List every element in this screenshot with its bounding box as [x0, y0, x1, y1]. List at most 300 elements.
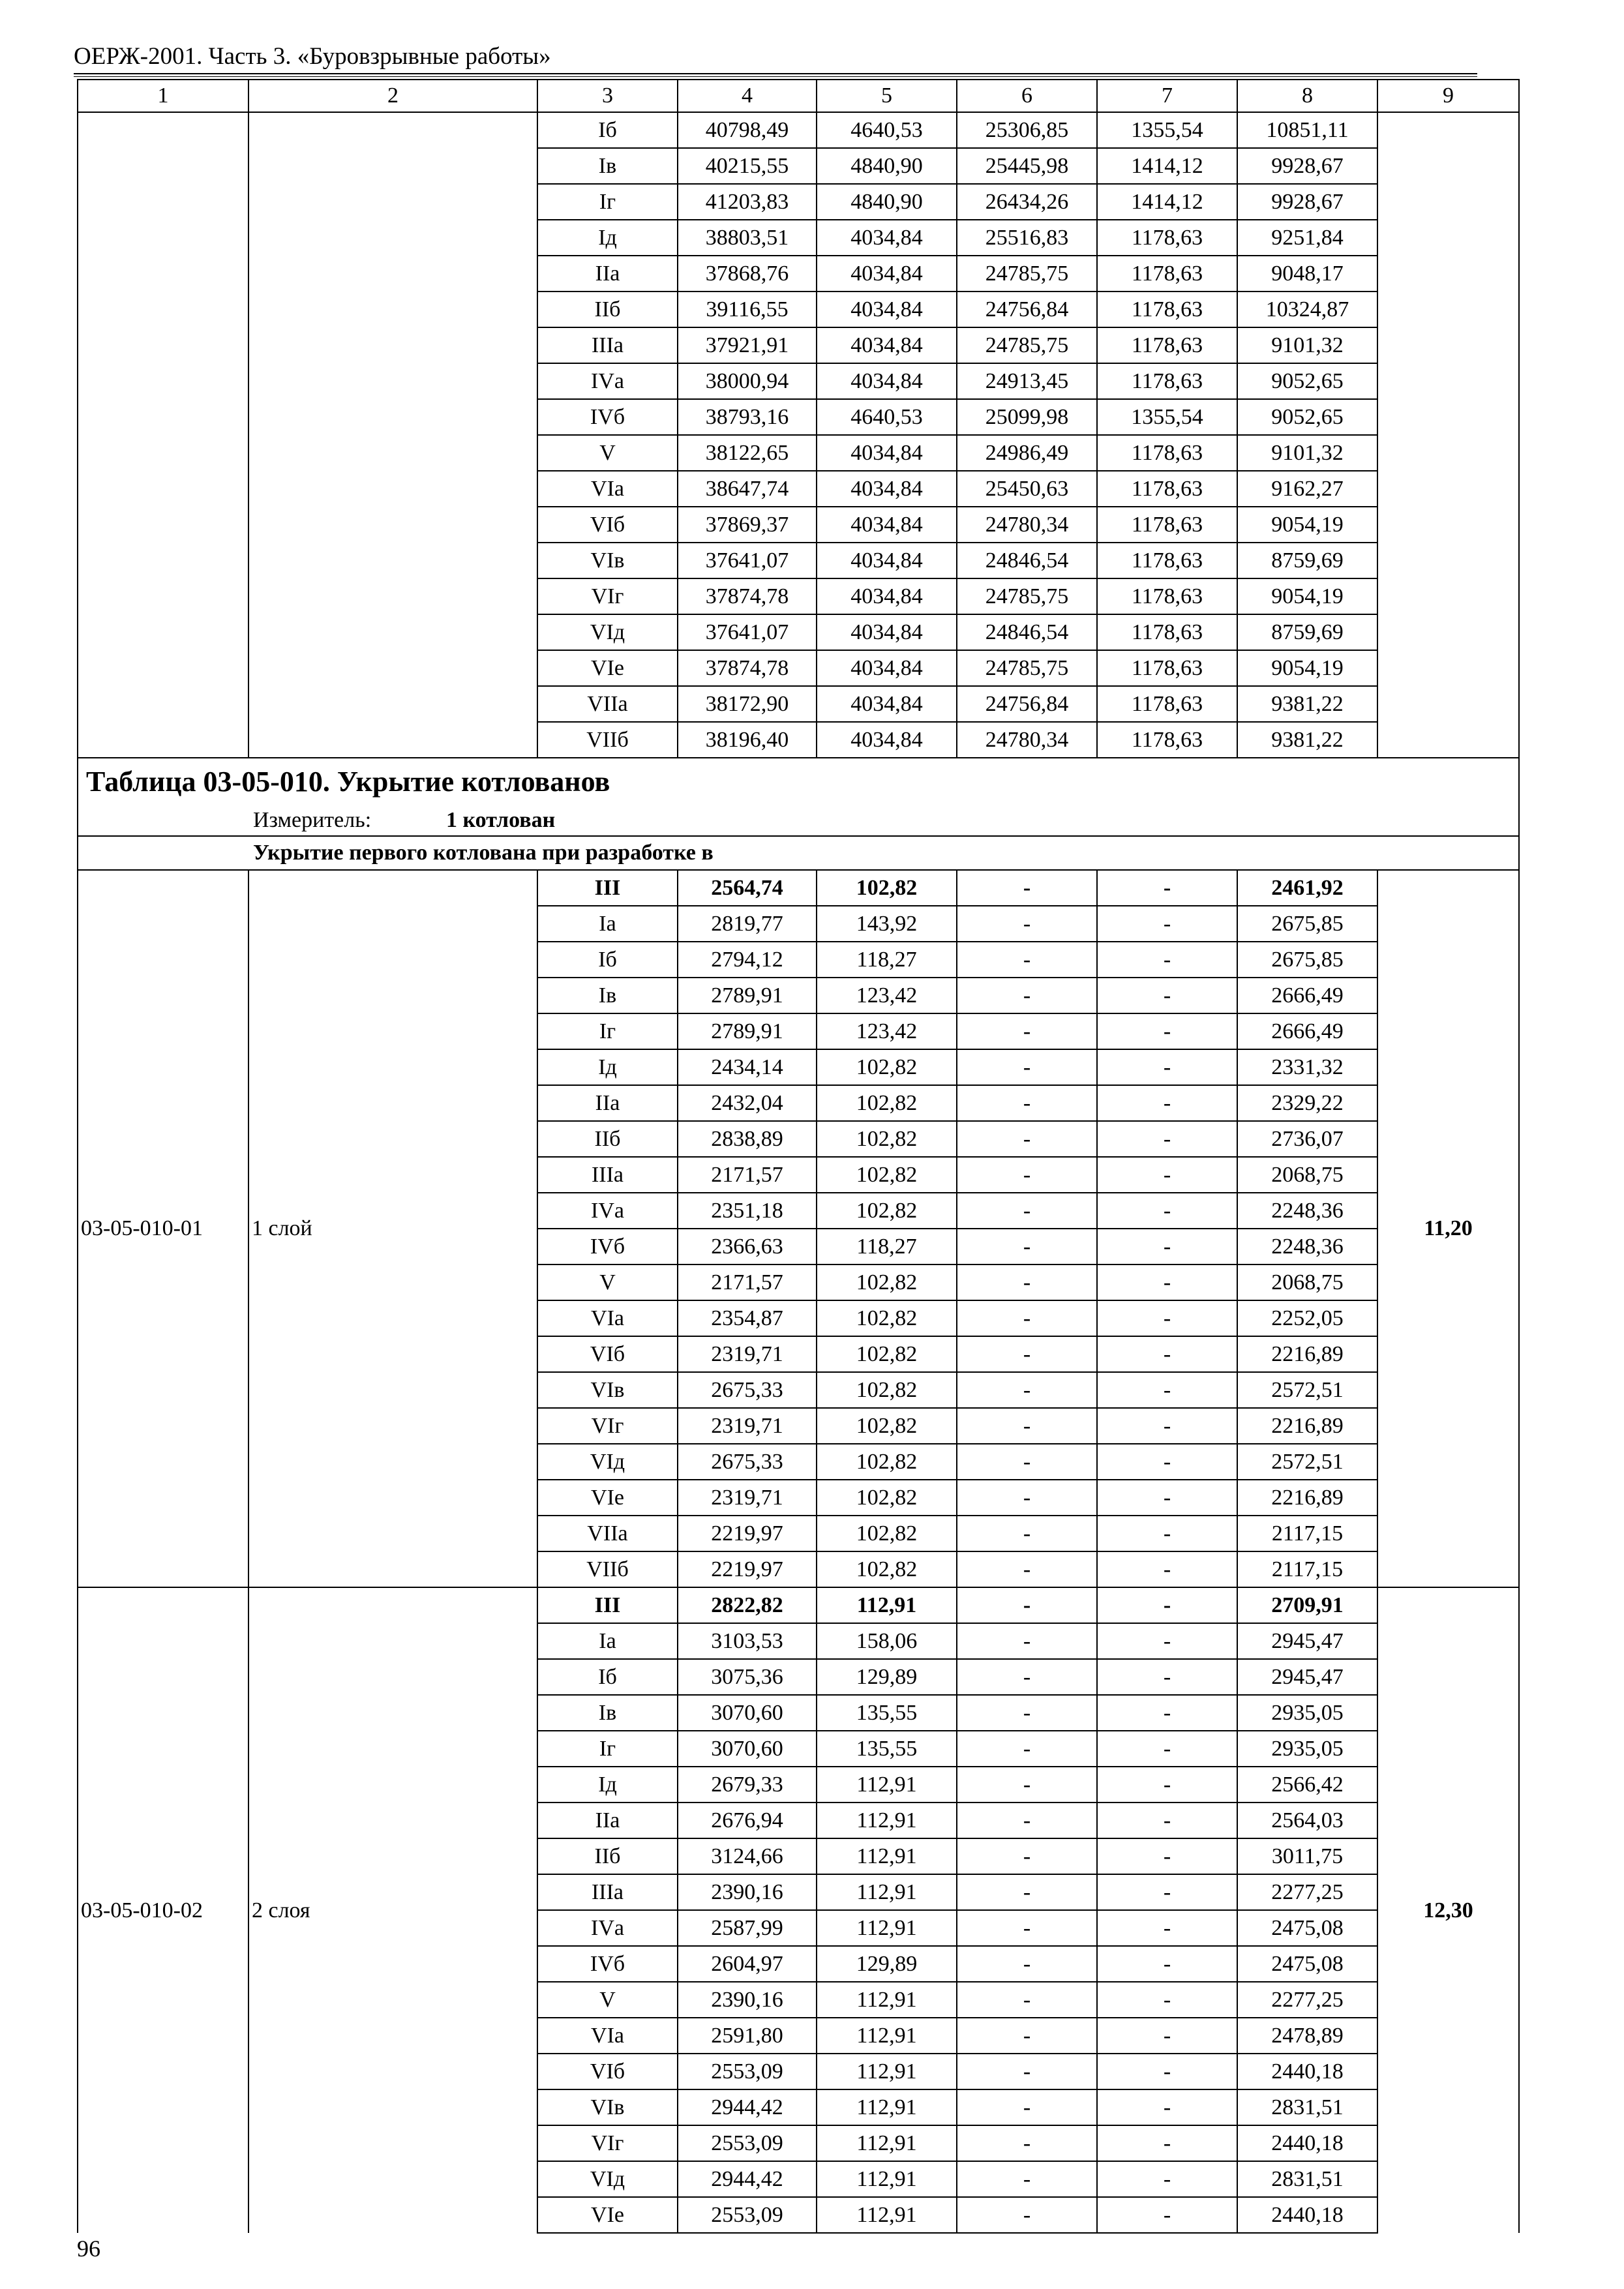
price-cell: -	[1097, 870, 1237, 906]
price-cell: 2252,05	[1237, 1300, 1377, 1336]
price-cell: 2440,18	[1237, 2125, 1377, 2161]
price-cell: 112,91	[817, 1587, 957, 1623]
price-cell: 2390,16	[678, 1874, 817, 1910]
price-cell: 2564,03	[1237, 1803, 1377, 1838]
price-cell: 2434,14	[678, 1049, 817, 1085]
price-cell: 9928,67	[1237, 184, 1377, 220]
price-cell: 102,82	[817, 1049, 957, 1085]
price-cell: -	[957, 2054, 1097, 2089]
price-cell: -	[957, 906, 1097, 942]
price-cell: 2171,57	[678, 1264, 817, 1300]
price-cell: 112,91	[817, 1982, 957, 2018]
price-cell: 1178,63	[1097, 220, 1237, 256]
price-cell: 25516,83	[957, 220, 1097, 256]
price-cell: 25099,98	[957, 399, 1097, 435]
price-cell: 1178,63	[1097, 363, 1237, 399]
price-cell: 2666,49	[1237, 1013, 1377, 1049]
price-cell: 38647,74	[678, 471, 817, 507]
price-cell: 24756,84	[957, 686, 1097, 722]
price-cell: 3124,66	[678, 1838, 817, 1874]
price-cell: 2117,15	[1237, 1516, 1377, 1551]
price-cell: 112,91	[817, 1767, 957, 1803]
price-cell: 112,91	[817, 2197, 957, 2233]
price-cell: 102,82	[817, 870, 957, 906]
column-number: 3	[537, 80, 678, 112]
price-cell: 40215,55	[678, 148, 817, 184]
price-cell: 102,82	[817, 1193, 957, 1229]
price-cell: 102,82	[817, 1372, 957, 1408]
price-cell: -	[957, 1372, 1097, 1408]
column-number: 1	[78, 80, 248, 112]
price-cell: -	[1097, 1803, 1237, 1838]
territory-group: VIе	[537, 650, 678, 686]
price-cell: -	[957, 1049, 1097, 1085]
price-cell: 158,06	[817, 1623, 957, 1659]
price-cell: 112,91	[817, 2018, 957, 2054]
price-cell: 2553,09	[678, 2054, 817, 2089]
price-cell: -	[1097, 1264, 1237, 1300]
price-cell: 2675,33	[678, 1372, 817, 1408]
price-cell: 1355,54	[1097, 112, 1237, 148]
price-cell: -	[1097, 1157, 1237, 1193]
price-cell: 2216,89	[1237, 1480, 1377, 1516]
price-cell: 1178,63	[1097, 614, 1237, 650]
price-cell: 1178,63	[1097, 327, 1237, 363]
territory-group: V	[537, 1982, 678, 2018]
price-cell: 2789,91	[678, 1013, 817, 1049]
territory-group: VIг	[537, 1408, 678, 1444]
price-cell: 2068,75	[1237, 1264, 1377, 1300]
price-cell: 2675,85	[1237, 906, 1377, 942]
price-cell: -	[957, 1157, 1097, 1193]
price-cell: -	[957, 1587, 1097, 1623]
price-cell: 40798,49	[678, 112, 817, 148]
price-cell: 102,82	[817, 1408, 957, 1444]
price-cell: 2248,36	[1237, 1193, 1377, 1229]
territory-group: Iб	[537, 112, 678, 148]
price-cell: 2461,92	[1237, 870, 1377, 906]
price-cell: 38793,16	[678, 399, 817, 435]
item-name: 2 слоя	[248, 1587, 537, 2233]
price-cell: -	[1097, 1659, 1237, 1695]
price-cell: 9928,67	[1237, 148, 1377, 184]
price-cell: -	[1097, 978, 1237, 1013]
price-cell: 2329,22	[1237, 1085, 1377, 1121]
price-cell: 2331,32	[1237, 1049, 1377, 1085]
price-cell: 2604,97	[678, 1946, 817, 1982]
price-cell: 2822,82	[678, 1587, 817, 1623]
column-number: 4	[678, 80, 817, 112]
item-name: 1 слой	[248, 870, 537, 1587]
meter-cell	[78, 805, 1519, 836]
price-cell: 2475,08	[1237, 1946, 1377, 1982]
price-cell: 9101,32	[1237, 435, 1377, 471]
price-cell: -	[1097, 1013, 1237, 1049]
price-cell: 2319,71	[678, 1336, 817, 1372]
price-cell: 112,91	[817, 2125, 957, 2161]
price-cell: 37641,07	[678, 614, 817, 650]
price-cell: -	[1097, 1874, 1237, 1910]
price-cell: -	[1097, 1731, 1237, 1767]
territory-group: IIIа	[537, 1874, 678, 1910]
price-cell: 123,42	[817, 978, 957, 1013]
table-row	[78, 1587, 1519, 1623]
meter-value: 1 котлован	[446, 808, 556, 832]
table-row	[78, 870, 1519, 906]
territory-group: III	[537, 870, 678, 906]
price-cell: 102,82	[817, 1157, 957, 1193]
price-cell: 2354,87	[678, 1300, 817, 1336]
territory-group: VIд	[537, 2161, 678, 2197]
price-cell: 24986,49	[957, 435, 1097, 471]
section-description: Укрытие первого котлована при разработке в	[78, 836, 1519, 870]
price-cell: 3075,36	[678, 1659, 817, 1695]
price-cell: -	[957, 1767, 1097, 1803]
price-cell: 9054,19	[1237, 578, 1377, 614]
price-cell: -	[957, 1803, 1097, 1838]
price-cell: 2944,42	[678, 2089, 817, 2125]
price-cell: -	[1097, 1408, 1237, 1444]
price-cell: -	[1097, 2161, 1237, 2197]
price-cell: 1178,63	[1097, 722, 1237, 758]
territory-group: IIIа	[537, 327, 678, 363]
price-cell: 102,82	[817, 1336, 957, 1372]
page-number: 96	[77, 2236, 100, 2262]
territory-group: V	[537, 435, 678, 471]
price-cell: 1178,63	[1097, 543, 1237, 578]
price-cell: 2564,74	[678, 870, 817, 906]
price-cell: 37641,07	[678, 543, 817, 578]
price-cell: -	[1097, 1982, 1237, 2018]
price-cell: 9052,65	[1237, 399, 1377, 435]
empty-cell	[248, 112, 537, 758]
price-cell: 4034,84	[817, 363, 957, 399]
price-cell: -	[1097, 2125, 1237, 2161]
territory-group: Iг	[537, 1731, 678, 1767]
territory-group: IVб	[537, 1946, 678, 1982]
price-cell: 1414,12	[1097, 148, 1237, 184]
territory-group: Iа	[537, 906, 678, 942]
table-title-row	[78, 758, 1519, 805]
territory-group: VIв	[537, 1372, 678, 1408]
price-cell: -	[1097, 1516, 1237, 1551]
page-header-title: ОЕРЖ-2001. Часть 3. «Буровзрывные работы»	[74, 43, 551, 70]
price-cell: 37874,78	[678, 578, 817, 614]
price-cell: 2553,09	[678, 2125, 817, 2161]
price-cell: 2935,05	[1237, 1695, 1377, 1731]
territory-group: Iд	[537, 220, 678, 256]
price-cell: 9048,17	[1237, 256, 1377, 292]
price-cell: -	[957, 1408, 1097, 1444]
column-number: 6	[957, 80, 1097, 112]
price-cell: 1355,54	[1097, 399, 1237, 435]
territory-group: IIа	[537, 1085, 678, 1121]
price-cell: 9251,84	[1237, 220, 1377, 256]
price-cell: 37874,78	[678, 650, 817, 686]
price-cell: 4034,84	[817, 614, 957, 650]
header-rule-thin	[74, 76, 1477, 77]
price-cell: -	[957, 870, 1097, 906]
territory-group: III	[537, 1587, 678, 1623]
price-cell: 1178,63	[1097, 507, 1237, 543]
price-cell: 2831,51	[1237, 2089, 1377, 2125]
price-cell: -	[957, 978, 1097, 1013]
territory-group: Iг	[537, 184, 678, 220]
territory-group: VIIа	[537, 1516, 678, 1551]
price-cell: -	[1097, 1300, 1237, 1336]
price-cell: 2676,94	[678, 1803, 817, 1838]
price-cell: 1178,63	[1097, 256, 1237, 292]
price-cell: 4034,84	[817, 507, 957, 543]
territory-group: IIа	[537, 1803, 678, 1838]
price-cell: 112,91	[817, 1838, 957, 1874]
price-cell: 4640,53	[817, 399, 957, 435]
territory-group: Iб	[537, 1659, 678, 1695]
price-cell: 2117,15	[1237, 1551, 1377, 1587]
price-cell: 112,91	[817, 1874, 957, 1910]
price-cell: -	[957, 1013, 1097, 1049]
column-number: 7	[1097, 80, 1237, 112]
price-cell: 38196,40	[678, 722, 817, 758]
price-cell: 24780,34	[957, 722, 1097, 758]
territory-group: VIд	[537, 614, 678, 650]
price-cell: 2440,18	[1237, 2197, 1377, 2233]
price-cell: -	[1097, 2018, 1237, 2054]
price-cell: 24780,34	[957, 507, 1097, 543]
price-cell: -	[1097, 1480, 1237, 1516]
price-cell: 2553,09	[678, 2197, 817, 2233]
price-cell: 4840,90	[817, 148, 957, 184]
price-cell: 1178,63	[1097, 578, 1237, 614]
price-cell: 143,92	[817, 906, 957, 942]
territory-group: Iв	[537, 1695, 678, 1731]
price-cell: -	[1097, 2089, 1237, 2125]
territory-group: VIд	[537, 1444, 678, 1480]
territory-group: VIг	[537, 578, 678, 614]
price-cell: -	[957, 1516, 1097, 1551]
price-cell: 118,27	[817, 942, 957, 978]
column-number: 9	[1377, 80, 1519, 112]
price-cell: 2219,97	[678, 1516, 817, 1551]
price-cell: 10851,11	[1237, 112, 1377, 148]
price-cell: -	[957, 2018, 1097, 2054]
price-cell: 2709,91	[1237, 1587, 1377, 1623]
price-cell: -	[957, 1731, 1097, 1767]
price-cell: 38803,51	[678, 220, 817, 256]
price-cell: -	[1097, 1946, 1237, 1982]
price-cell: -	[957, 1444, 1097, 1480]
price-cell: 24785,75	[957, 650, 1097, 686]
price-cell: 2591,80	[678, 2018, 817, 2054]
price-cell: -	[1097, 2054, 1237, 2089]
price-cell: 118,27	[817, 1229, 957, 1264]
price-cell: -	[1097, 1049, 1237, 1085]
price-cell: 102,82	[817, 1085, 957, 1121]
price-cell: 4034,84	[817, 650, 957, 686]
price-cell: 4034,84	[817, 722, 957, 758]
price-cell: 102,82	[817, 1551, 957, 1587]
price-cell: -	[957, 1121, 1097, 1157]
price-cell: 2171,57	[678, 1157, 817, 1193]
price-cell: 2789,91	[678, 978, 817, 1013]
price-cell: -	[1097, 942, 1237, 978]
empty-cell	[1377, 112, 1519, 758]
price-cell: 2572,51	[1237, 1444, 1377, 1480]
empty-cell	[78, 112, 248, 758]
price-cell: -	[1097, 906, 1237, 942]
price-cell: 4640,53	[817, 112, 957, 148]
price-cell: 24756,84	[957, 292, 1097, 327]
price-cell: 3011,75	[1237, 1838, 1377, 1874]
price-cell: 37869,37	[678, 507, 817, 543]
price-cell: -	[957, 1336, 1097, 1372]
territory-group: IVб	[537, 1229, 678, 1264]
price-cell: 24785,75	[957, 327, 1097, 363]
price-cell: 129,89	[817, 1946, 957, 1982]
price-cell: 4840,90	[817, 184, 957, 220]
price-cell: 26434,26	[957, 184, 1097, 220]
price-cell: -	[957, 1193, 1097, 1229]
territory-group: VIг	[537, 2125, 678, 2161]
territory-group: Iв	[537, 978, 678, 1013]
price-cell: 38172,90	[678, 686, 817, 722]
price-cell: 102,82	[817, 1444, 957, 1480]
price-cell: 1178,63	[1097, 292, 1237, 327]
price-cell: 2440,18	[1237, 2054, 1377, 2089]
price-cell: -	[957, 1264, 1097, 1300]
price-cell: -	[957, 2125, 1097, 2161]
price-cell: 2566,42	[1237, 1767, 1377, 1803]
price-cell: 1178,63	[1097, 435, 1237, 471]
price-cell: -	[957, 2089, 1097, 2125]
column-number: 8	[1237, 80, 1377, 112]
price-cell: 4034,84	[817, 471, 957, 507]
meter-label: Измеритель:	[253, 808, 372, 832]
price-cell: -	[1097, 1838, 1237, 1874]
column-number: 2	[248, 80, 537, 112]
price-cell: 2675,85	[1237, 942, 1377, 978]
price-cell: 2319,71	[678, 1408, 817, 1444]
header-rule	[74, 73, 1477, 74]
meter-row	[78, 805, 1519, 836]
price-cell: 1178,63	[1097, 471, 1237, 507]
price-cell: 24785,75	[957, 256, 1097, 292]
territory-group: Iв	[537, 148, 678, 184]
price-cell: 4034,84	[817, 220, 957, 256]
territory-group: IIб	[537, 1838, 678, 1874]
price-cell: 1178,63	[1097, 650, 1237, 686]
price-cell: 8759,69	[1237, 543, 1377, 578]
territory-group: VIб	[537, 2054, 678, 2089]
price-cell: -	[957, 1300, 1097, 1336]
price-cell: 2945,47	[1237, 1659, 1377, 1695]
price-cell: 112,91	[817, 1803, 957, 1838]
price-cell: -	[1097, 1551, 1237, 1587]
territory-group: IVа	[537, 1193, 678, 1229]
territory-group: VIIб	[537, 1551, 678, 1587]
price-cell: 2478,89	[1237, 2018, 1377, 2054]
price-cell: 102,82	[817, 1300, 957, 1336]
territory-group: VIа	[537, 1300, 678, 1336]
price-cell: -	[1097, 1121, 1237, 1157]
price-cell: 112,91	[817, 2161, 957, 2197]
price-cell: -	[1097, 1767, 1237, 1803]
price-cell: -	[1097, 1623, 1237, 1659]
price-cell: -	[1097, 1336, 1237, 1372]
price-cell: 112,91	[817, 1910, 957, 1946]
price-cell: 2068,75	[1237, 1157, 1377, 1193]
price-cell: -	[957, 1910, 1097, 1946]
price-cell: 24785,75	[957, 578, 1097, 614]
territory-group: VIа	[537, 471, 678, 507]
price-cell: 4034,84	[817, 292, 957, 327]
price-cell: -	[1097, 1910, 1237, 1946]
territory-group: Iа	[537, 1623, 678, 1659]
price-cell: 135,55	[817, 1695, 957, 1731]
labor-cost: 11,20	[1377, 870, 1519, 1587]
price-cell: 2838,89	[678, 1121, 817, 1157]
price-cell: -	[1097, 1229, 1237, 1264]
price-cell: 4034,84	[817, 578, 957, 614]
price-cell: 2351,18	[678, 1193, 817, 1229]
territory-group: IIа	[537, 256, 678, 292]
price-cell: 129,89	[817, 1659, 957, 1695]
price-cell: 24846,54	[957, 614, 1097, 650]
price-cell: 41203,83	[678, 184, 817, 220]
territory-group: VIв	[537, 543, 678, 578]
price-cell: 2736,07	[1237, 1121, 1377, 1157]
territory-group: VIв	[537, 2089, 678, 2125]
table-row	[78, 112, 1519, 148]
price-cell: -	[957, 1659, 1097, 1695]
price-cell: -	[957, 2161, 1097, 2197]
price-cell: -	[1097, 1587, 1237, 1623]
territory-group: VIб	[537, 1336, 678, 1372]
table-body	[78, 80, 1519, 2233]
price-cell: -	[957, 1695, 1097, 1731]
territory-group: VIIб	[537, 722, 678, 758]
price-cell: 38122,65	[678, 435, 817, 471]
price-cell: 2587,99	[678, 1910, 817, 1946]
price-cell: 123,42	[817, 1013, 957, 1049]
territory-group: IIб	[537, 1121, 678, 1157]
price-cell: 9381,22	[1237, 722, 1377, 758]
price-cell: -	[957, 1085, 1097, 1121]
price-cell: 2432,04	[678, 1085, 817, 1121]
price-cell: -	[1097, 1444, 1237, 1480]
labor-cost: 12,30	[1377, 1587, 1519, 2233]
price-cell: 2475,08	[1237, 1910, 1377, 1946]
price-cell: -	[957, 1551, 1097, 1587]
price-cell: 9162,27	[1237, 471, 1377, 507]
price-cell: -	[957, 1623, 1097, 1659]
price-cell: 4034,84	[817, 543, 957, 578]
territory-group: VIе	[537, 2197, 678, 2233]
price-cell: 2319,71	[678, 1480, 817, 1516]
territory-group: Iд	[537, 1767, 678, 1803]
price-cell: 2794,12	[678, 942, 817, 978]
price-cell: 4034,84	[817, 686, 957, 722]
price-cell: -	[957, 1874, 1097, 1910]
price-cell: 9052,65	[1237, 363, 1377, 399]
section-description-row	[78, 836, 1519, 870]
price-cell: 2666,49	[1237, 978, 1377, 1013]
price-cell: 25450,63	[957, 471, 1097, 507]
price-cell: 8759,69	[1237, 614, 1377, 650]
price-cell: 1414,12	[1097, 184, 1237, 220]
price-cell: -	[1097, 1085, 1237, 1121]
territory-group: IVб	[537, 399, 678, 435]
